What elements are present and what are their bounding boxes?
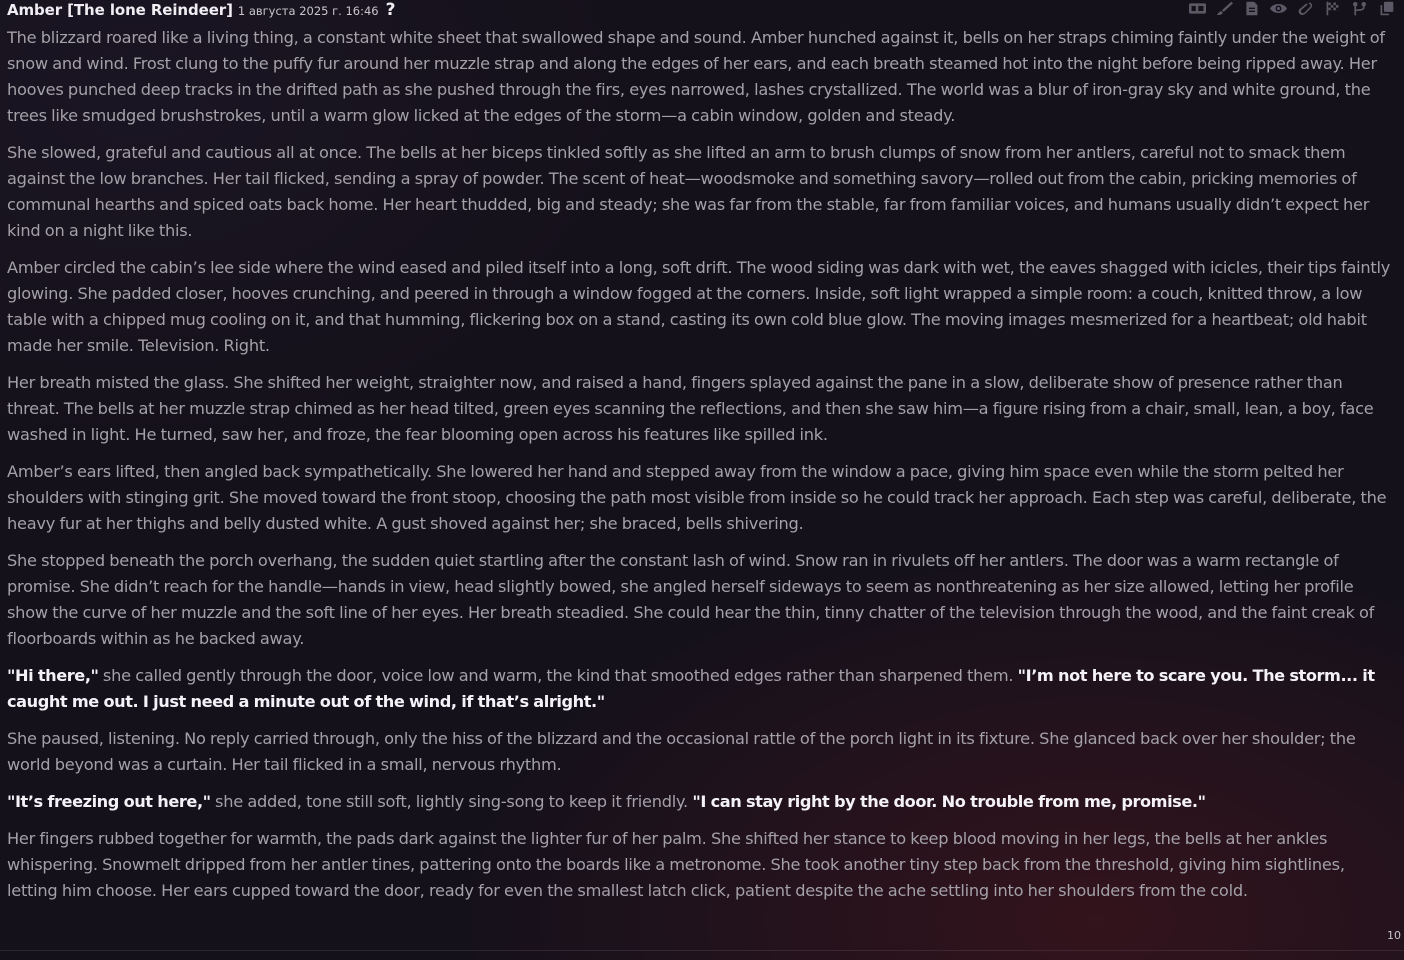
- character-name[interactable]: Amber [The lone Reindeer]: [7, 1, 233, 19]
- narration-text: Her fingers rubbed together for warmth, the pads dark against the lighter fur of her palm. She shifted her stance to keep blood moving in her legs, the bells at her ankles whispering. Snowmelt dripped from her antler tines, pattering onto the boards like a metronome. She took another tiny step back from the threshold, giving him sightlines, letting him choose. Her ears cupped toward the door, ready for even the smallest latch click, patient despite the ache settling into her shoulders from the cold.: [7, 829, 1345, 900]
- message-timestamp: 1 августа 2025 г. 16:46: [237, 4, 379, 18]
- narration-text: She slowed, grateful and cautious all at once. The bells at her biceps tinkled softly as she lifted an arm to brush clumps of snow from her antlers, careful not to smack them against the low branches. Her tail flicked, sending a spray of powder. The scent of heat—woodsmoke and something savory—rolled out from the cabin, pricking memories of communal hearths and spiced oats back home. Her heart thudded, big and steady; she was far from the stable, far from familiar voices, and humans usually didn’t expect her kind on a night like this.: [7, 143, 1370, 240]
- message-paragraph: [7, 25, 1397, 129]
- message-paragraph: [7, 255, 1397, 359]
- message-paragraph: [7, 789, 1397, 815]
- narration-text: Amber’s ears lifted, then angled back sympathetically. She lowered her hand and stepped away from the window a pace, giving him space even while the storm pelted her shoulders with stinging grit. She moved toward the front stoop, choosing the path most visible from inside so he could track her approach. Each step was careful, deliberate, the heavy fur at her thighs and belly dusted white. A gust shoved against her; she braced, bells shivering.: [7, 462, 1387, 533]
- note-button[interactable]: [1240, 0, 1262, 16]
- note-icon: [1243, 1, 1260, 16]
- dialogue-quote: "Hi there,": [7, 666, 99, 685]
- message-header: [7, 0, 1397, 19]
- flag-icon: [1324, 1, 1341, 16]
- visibility-button[interactable]: [1267, 0, 1289, 16]
- copy-button[interactable]: [1375, 0, 1397, 16]
- dialogue-quote: "It’s freezing out here,": [7, 792, 211, 811]
- attach-button[interactable]: [1294, 0, 1316, 16]
- narration-text: The blizzard roared like a living thing, a constant white sheet that swallowed shape and sound. Amber hunched against it, bells on her straps chiming faintly under the weight of snow and wind. Frost clung to the puffy fur around her muzzle strap and along the edges of her ears, and each breath steamed hot into the night before being ripped away. Her hooves punched deep tracks in the drifted path as she pushed through the firs, eyes narrowed, lashes crystallized. The world was a blur of iron-gray sky and white ground, the trees like smudged brushstrokes, until a warm glow licked at the edges of the storm—a cabin window, golden and steady.: [7, 28, 1385, 125]
- narration-text: She stopped beneath the porch overhang, the sudden quiet startling after the constant lash of wind. Snow ran in rivulets off her antlers. The door was a warm rectangle of promise. She didn’t reach for the handle—hands in view, head slightly bowed, she angled herself sideways to seem as nonthreatening as her size allowed, letting her profile show the curve of her muzzle and the soft line of her eyes. Her breath steadied. She could hear the thin, tinny chatter of the television through the wood, and the faint creak of floorboards within as he backed away.: [7, 551, 1375, 648]
- message-paragraph: [7, 826, 1397, 904]
- dialogue-quote: "I can stay right by the door. No trouble from me, promise.": [692, 792, 1206, 811]
- message-paragraph: [7, 726, 1397, 778]
- narration-text: Amber circled the cabin’s lee side where the wind eased and piled itself into a long, soft drift. The wood siding was dark with wet, the eaves shagged with icicles, their tips faintly glowing. She padded closer, hooves crunching, and peered in through a window fogged at the corners. Inside, soft light wrapped a simple room: a couch, knitted throw, a low table with a chipped mug cooling on it, and that humming, flickering box on a stand, casting its own cold blue glow. The moving images mesmerized for a heartbeat; old habit made her smile. Television. Right.: [7, 258, 1391, 355]
- narration-text: she called gently through the door, voice low and warm, the kind that smoothed edges rather than sharpened them.: [98, 666, 1018, 685]
- message-paragraph: [7, 140, 1397, 244]
- narration-text: Her breath misted the glass. She shifted her weight, straighter now, and raised a hand, fingers splayed against the pane in a slow, deliberate show of presence rather than threat. The bells at her muzzle strap chimed as her head tilted, green eyes scanning the reflections, and then she saw him—a figure rising from a chair, small, lean, a boy, face washed in light. He turned, saw her, and froze, the fear blooming open across his features like spilled ink.: [7, 373, 1374, 444]
- dialogue-quote: "I’m not here to scare you. The storm... it caught me out. I just need a minute out of the wind, if that’s alright.": [7, 666, 1375, 711]
- message-divider: [0, 950, 1404, 951]
- branch-button[interactable]: [1348, 0, 1370, 16]
- message-paragraph: [7, 663, 1397, 715]
- paint-button[interactable]: [1213, 0, 1235, 16]
- narration-text: She paused, listening. No reply carried through, only the hiss of the blizzard and the occasional rattle of the porch light in its fixture. She glanced back over her shoulder; the world beyond was a curtain. Her tail flicked in a small, nervous rhythm.: [7, 729, 1356, 774]
- token-counter: 10: [1387, 929, 1401, 942]
- translate-button[interactable]: [1186, 0, 1208, 16]
- paint-brush-icon: [1216, 1, 1233, 16]
- message-paragraph: [7, 370, 1397, 448]
- message-toolbar: [1186, 0, 1397, 16]
- translate-icon: [1189, 1, 1206, 16]
- branch-icon: [1351, 1, 1368, 16]
- eye-icon: [1270, 1, 1287, 16]
- narration-text: she added, tone still soft, lightly sing-song to keep it friendly.: [210, 792, 693, 811]
- paperclip-icon: [1297, 1, 1314, 16]
- message-text: [7, 25, 1397, 904]
- message-paragraph: [7, 459, 1397, 537]
- message-paragraph: [7, 548, 1397, 652]
- copy-icon: [1378, 1, 1395, 16]
- checkpoint-button[interactable]: [1321, 0, 1343, 16]
- help-icon[interactable]: ?: [385, 0, 396, 20]
